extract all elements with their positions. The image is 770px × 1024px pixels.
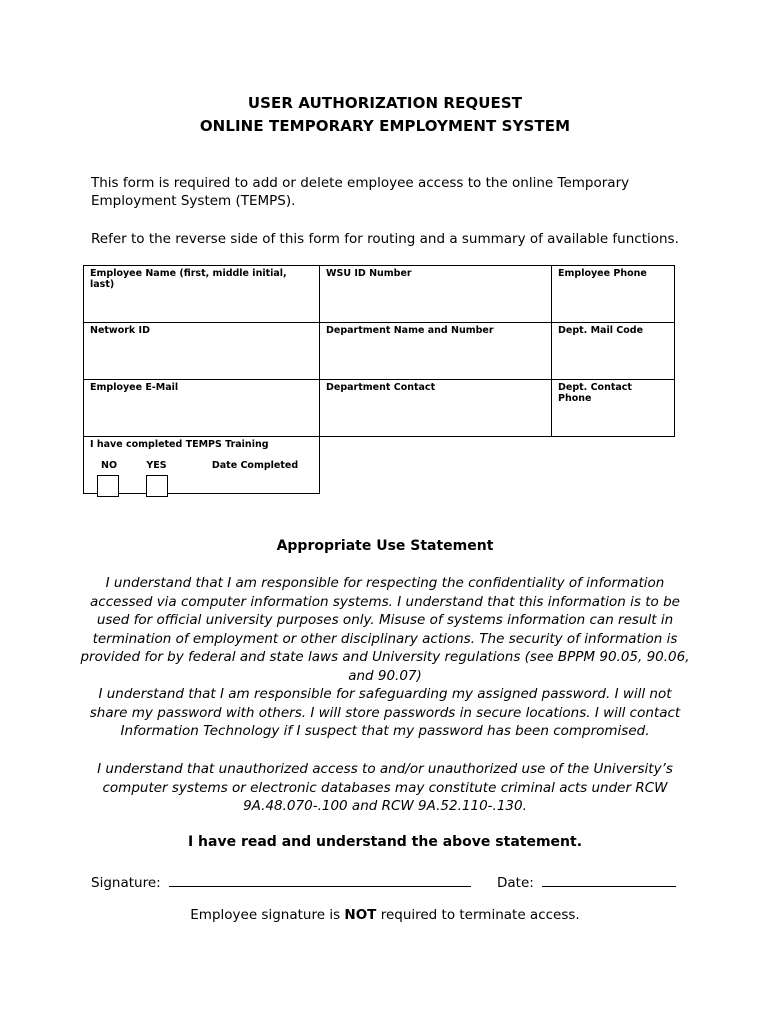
- note-suffix: required to terminate access.: [380, 907, 580, 923]
- department-label: Department Name and Number: [326, 325, 494, 336]
- signature-label: Signature:: [91, 875, 161, 891]
- dept-contact-phone-field[interactable]: [552, 380, 675, 437]
- statement-heading: Appropriate Use Statement: [276, 538, 494, 554]
- form-title: USER AUTHORIZATION REQUEST: [247, 94, 523, 112]
- intro-paragraph: This form is required to add or delete employee access to the online Temporary Employment System (TEMPS).: [91, 175, 630, 209]
- signature-row: [91, 872, 471, 891]
- training-label: I have completed TEMPS Training: [90, 439, 269, 450]
- statement-paragraph-1: I understand that I am responsible for respecting the confidentiality of information accessed via computer information systems. I understand that this information is to be used for official university purposes only. Misuse of systems information can result in termination of employment or other disciplinary actions. The security of information is provided for by federal and state laws and University regulations (see BPPM 90.05, 90.06, and 90.07): [80, 575, 690, 684]
- acknowledgement: I have read and understand the above statement.: [187, 834, 583, 850]
- employee-info-table: [83, 265, 675, 494]
- no-label: NO: [101, 460, 118, 471]
- date-line[interactable]: [542, 872, 676, 887]
- no-checkbox[interactable]: [97, 475, 119, 497]
- mail-code-field[interactable]: [552, 323, 675, 380]
- signature-note: [0, 907, 770, 923]
- yes-label: YES: [146, 460, 167, 471]
- dept-contact-label: Department Contact: [326, 382, 436, 393]
- employee-name-field[interactable]: [84, 266, 320, 323]
- signature-line[interactable]: [169, 872, 471, 887]
- employee-email-field[interactable]: [84, 380, 320, 437]
- statement-paragraph-2: I understand that I am responsible for safeguarding my assigned password. I will not share my password with others. I will store passwords in secure locations. I will contact Information Technology if I suspect that my password has been compromised.: [89, 686, 681, 739]
- statement-paragraph-3: I understand that unauthorized access to and/or unauthorized use of the University’s computer systems or electronic databases may constitute criminal acts under RCW 9A.48.070-.100 and RCW 9A.52.110-.130.: [97, 761, 673, 814]
- wsu-id-label: WSU ID Number: [326, 268, 412, 279]
- employee-email-label: Employee E-Mail: [90, 382, 179, 393]
- network-id-field[interactable]: [84, 323, 320, 380]
- wsu-id-field[interactable]: [320, 266, 552, 323]
- employee-phone-field[interactable]: [552, 266, 675, 323]
- note-emphasis: NOT: [344, 907, 377, 923]
- mail-code-label: Dept. Mail Code: [558, 325, 644, 336]
- form-subtitle: ONLINE TEMPORARY EMPLOYMENT SYSTEM: [199, 117, 571, 135]
- employee-name-label: Employee Name (first, middle initial, last): [90, 268, 287, 290]
- date-label: Date:: [497, 875, 534, 891]
- yes-checkbox[interactable]: [146, 475, 168, 497]
- date-row: [497, 872, 676, 891]
- note-prefix: Employee signature is: [190, 907, 341, 923]
- department-field[interactable]: [320, 323, 552, 380]
- dept-contact-phone-label: Dept. Contact Phone: [558, 382, 632, 404]
- employee-phone-label: Employee Phone: [558, 268, 647, 279]
- dept-contact-field[interactable]: [320, 380, 552, 437]
- routing-paragraph: Refer to the reverse side of this form for routing and a summary of available functions.: [91, 231, 679, 247]
- date-completed-label: Date Completed: [211, 460, 299, 471]
- network-id-label: Network ID: [90, 325, 150, 336]
